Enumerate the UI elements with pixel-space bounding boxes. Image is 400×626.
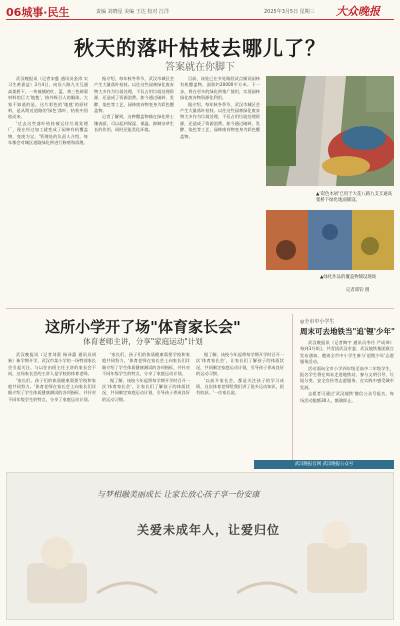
section-label bbox=[6, 4, 70, 20]
story1-para: 记者了解到，这种覆盖物铺在绿化带土壤表面，可以起到保湿、保温、抑制杂草生长的作用，同时还能美化环境。 bbox=[94, 114, 174, 133]
story1-column-2 bbox=[94, 76, 174, 304]
story1-para: 据介绍，每年秋冬季节，武汉市城区会产生大量落叶枯枝。以往这些园林绿化废弃物大多作为垃圾处理，不仅占用垃圾处理资源，还造成了资源浪费。如今通过破碎、发酵、染色等工艺，园林废弃物变身为彩色覆盖物。 bbox=[94, 76, 174, 114]
story3-para: 志愿者可通过'武汉地铁'微信公众号报名，每场活动限额30人，额满即止。 bbox=[300, 391, 394, 403]
story1-para: 目前，该处已在多处路段试点铺设园林有机覆盖物，面积约20000平方米。下一步，将在更多的绿化带推广使用，实现园林绿化废弃物资源化利用。 bbox=[180, 76, 260, 101]
story2-para: '以前开家长会，都是关注孩子的学习成绩，这次体育老师给我们讲了很多运动知识，很有收获。'一位家长说。 bbox=[196, 377, 284, 396]
subheadline-2: 体育老师主讲，分享"家庭运动"计划 bbox=[83, 337, 203, 346]
editors-line: 责编 刘晓星 美编 王达 校对 江洋 bbox=[96, 9, 169, 15]
section-number: 06 bbox=[6, 6, 22, 19]
story3-para: 武汉晚报讯（记者陶宇 通讯员李丹 严成坤）每到3月4日，共青团武汉市委、武汉地铁集团联合发布通知，邀请全市中小学生参与'追锂少年'志愿服务活动。 bbox=[300, 340, 394, 365]
story2-para: 据了解，该校今年起将每学期开学时召开一次'体育家长会'，让家长们了解孩子的体质状况，共同制定家庭运动计划，引导孩子养成良好的运动习惯。 bbox=[196, 352, 284, 377]
mulch-aerial-image bbox=[266, 76, 394, 186]
story3-title: 周末可去地铁当"追'锂'少年" bbox=[300, 327, 395, 336]
headline-2: 这所小学开了场"体育家长会" bbox=[45, 318, 241, 336]
story3-para: 活动面向全市小学四年级至高中二年级学生，报名学生将在周末走进地铁站，参与文明引导、垃圾分类、安全宣传等志愿服务，在实践中感受城市发展。 bbox=[300, 365, 394, 390]
section-name: 城事·民生 bbox=[21, 6, 70, 19]
story1-para: 据介绍，每年秋冬季节，武汉市城区会产生大量落叶枯枝。以往这些园林绿化废弃物大多作为垃圾处理，不仅占用垃圾处理资源，还造成了资源浪费。如今通过破碎、发酵、染色等工艺，园林废弃物变身为彩色覆盖物。 bbox=[180, 101, 260, 139]
newspaper-logo: 大众晚报 bbox=[336, 5, 380, 18]
issue-date: 2025年3月5日 星期三 bbox=[264, 9, 315, 15]
story2-column-1 bbox=[8, 352, 96, 460]
headline-1: 秋天的落叶枯枝去哪儿了？ bbox=[74, 36, 326, 60]
story2-column-2 bbox=[102, 352, 190, 460]
promo-tagline: 武汉晚报官网 武汉晚报公众号 bbox=[254, 460, 394, 469]
photo-caption-1: ▲'彩色木屑'已用于大花八路九支互通高架桥下绿化地面铺设。 bbox=[316, 192, 393, 203]
photo-credit: 记者郑钧 摄 bbox=[346, 288, 370, 293]
mulch-closeup-photo bbox=[266, 210, 394, 270]
mulch-aerial-photo bbox=[266, 76, 394, 186]
public-service-ad bbox=[6, 472, 394, 620]
story3-body bbox=[300, 340, 394, 456]
page-header bbox=[6, 4, 394, 20]
column-divider bbox=[292, 314, 293, 468]
mulch-closeup-image bbox=[266, 210, 394, 270]
story2-column-3 bbox=[196, 352, 284, 460]
story2-para: '家长们，孩子们的体质健康需要学校和家庭共同努力。'体育老师在家长会上向家长们详细介绍了学生体质健康测试的各项指标，并针对不同年级学生的特点，分享了家庭运动计划。 bbox=[102, 352, 190, 377]
subheadline-1: 答案就在你脚下 bbox=[165, 62, 235, 73]
story2-para: 据了解，该校今年起将每学期开学时召开一次'体育家长会'，让家长们了解孩子的体质状况，共同制定家庭运动计划，引导孩子养成良好的运动习惯。 bbox=[102, 377, 190, 402]
story1-column-3 bbox=[180, 76, 260, 304]
story2-para: '家长们，孩子们的体质健康需要学校和家庭共同努力。'体育老师在家长会上向家长们详细介绍了学生体质健康测试的各项指标，并针对不同年级学生的特点，分享了家庭运动计划。 bbox=[8, 377, 96, 402]
story1-column-1 bbox=[8, 76, 88, 304]
photo-caption-2: ▲绿化作品的覆盖物铺设现场 bbox=[320, 275, 377, 280]
ad-main-line: 关爱未成年人，让爱归位 bbox=[137, 523, 281, 537]
section-divider bbox=[6, 308, 394, 309]
story2-para: 武汉晚报讯（记者刘嘉 杨泽惠 通讯员胡新）新学期开学，武汉市某小学的一场特别家长会引起关注。与以往由班主任主讲的家长会不同，这场家长会的主讲人是学校的体育老师。 bbox=[8, 352, 96, 377]
story1-para: '过去这些落叶枯枝被运往垃圾处理厂，现在经过加工就变成了园林有机覆盖物，变废为宝。'管理处的负责人介绍，每年都会对城区道路绿化带进行修剪和清理。 bbox=[8, 120, 88, 146]
story3-kicker: ◎全市中小学生 bbox=[300, 319, 335, 325]
ad-top-line: 与梦相融美丽成长 让家长放心孩子享一份安康 bbox=[97, 490, 260, 499]
story1-para: 武汉晚报讯（记者宋慈 通讯员金涛 实习生黄嘉益）3月4日，向设八路九支互通高架桥下，一块被铺的红、蓝、黄三色碎屑材料的巨大'地毯'，格外吸引人的眼球。大家不知道的是，这片彩色的'地毯'的原材料，是从附近道路的'绿色'落叶、枯枝中回收而来。 bbox=[8, 76, 88, 120]
